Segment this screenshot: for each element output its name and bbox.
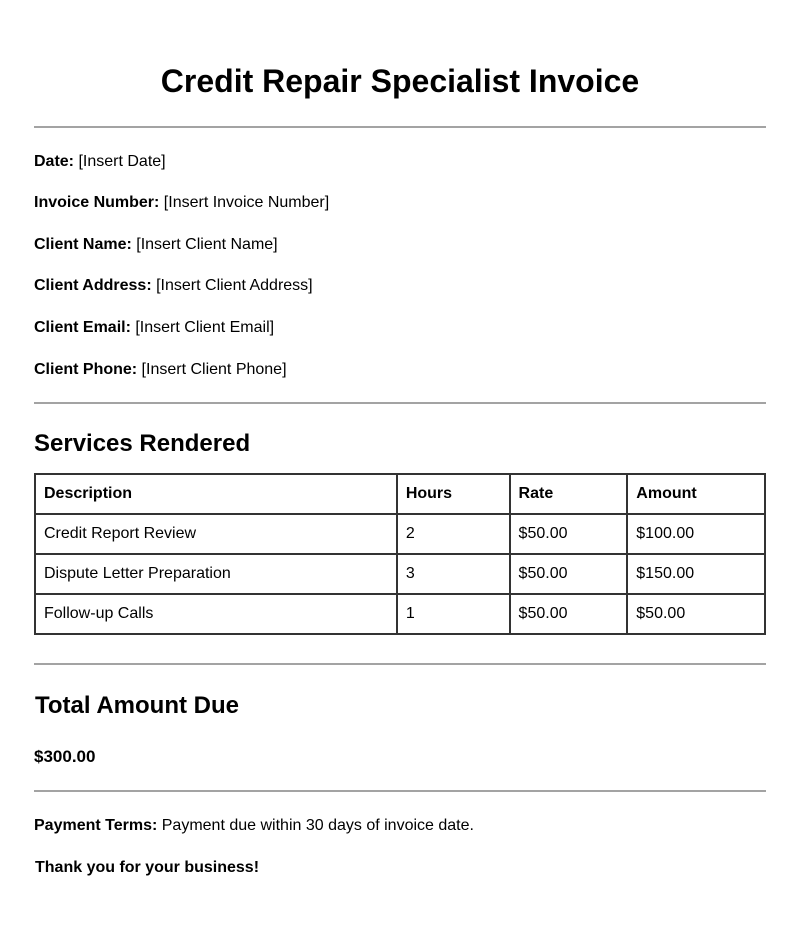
invoice-number-field bbox=[34, 193, 329, 213]
cell-amount: $100.00 bbox=[627, 514, 765, 554]
client-email-field bbox=[34, 318, 274, 338]
client-phone-field bbox=[34, 360, 287, 380]
invoice-title: Credit Repair Specialist Invoice bbox=[160, 63, 640, 99]
client-email-label: Client Email: bbox=[34, 319, 131, 336]
cell-hours: 3 bbox=[397, 554, 510, 594]
client-address-label: Client Address: bbox=[34, 277, 152, 294]
column-header-description: Description bbox=[35, 474, 397, 514]
divider bbox=[34, 402, 766, 404]
column-header-hours: Hours bbox=[397, 474, 510, 514]
date-label: Date: bbox=[34, 153, 75, 170]
divider bbox=[34, 663, 766, 665]
table-row bbox=[35, 554, 765, 594]
cell-rate: $50.00 bbox=[510, 594, 628, 634]
services-table bbox=[34, 473, 766, 635]
client-address-field bbox=[34, 276, 313, 296]
payment-terms-label: Payment Terms: bbox=[34, 817, 158, 834]
client-name-field bbox=[34, 235, 278, 255]
table-row bbox=[35, 594, 765, 634]
cell-hours: 1 bbox=[397, 594, 510, 634]
divider bbox=[34, 790, 766, 792]
client-address-value: [Insert Client Address] bbox=[151, 277, 313, 294]
client-email-value: [Insert Client Email] bbox=[130, 319, 275, 336]
thank-you-note: Thank you for your business! bbox=[35, 859, 260, 876]
client-phone-value: [Insert Client Phone] bbox=[137, 361, 287, 378]
date-field bbox=[34, 152, 166, 172]
date-value: [Insert Date] bbox=[74, 153, 166, 170]
table-row bbox=[35, 514, 765, 554]
cell-rate: $50.00 bbox=[510, 554, 628, 594]
total-heading: Total Amount Due bbox=[35, 692, 239, 719]
client-phone-label: Client Phone: bbox=[34, 361, 138, 378]
cell-description: Follow-up Calls bbox=[35, 594, 397, 634]
invoice-number-value: [Insert Invoice Number] bbox=[159, 194, 330, 211]
divider bbox=[34, 126, 766, 128]
payment-terms bbox=[34, 816, 474, 836]
cell-amount: $150.00 bbox=[627, 554, 765, 594]
table-header-row bbox=[35, 474, 765, 514]
client-name-value: [Insert Client Name] bbox=[131, 236, 278, 253]
cell-hours: 2 bbox=[397, 514, 510, 554]
cell-rate: $50.00 bbox=[510, 514, 628, 554]
cell-description: Credit Report Review bbox=[35, 514, 397, 554]
cell-amount: $50.00 bbox=[627, 594, 765, 634]
payment-terms-value: Payment due within 30 days of invoice date. bbox=[157, 817, 474, 834]
column-header-amount: Amount bbox=[627, 474, 765, 514]
client-name-label: Client Name: bbox=[34, 236, 132, 253]
services-heading: Services Rendered bbox=[34, 430, 251, 457]
invoice-number-label: Invoice Number: bbox=[34, 194, 160, 211]
total-amount: $300.00 bbox=[34, 747, 96, 766]
column-header-rate: Rate bbox=[510, 474, 628, 514]
cell-description: Dispute Letter Preparation bbox=[35, 554, 397, 594]
